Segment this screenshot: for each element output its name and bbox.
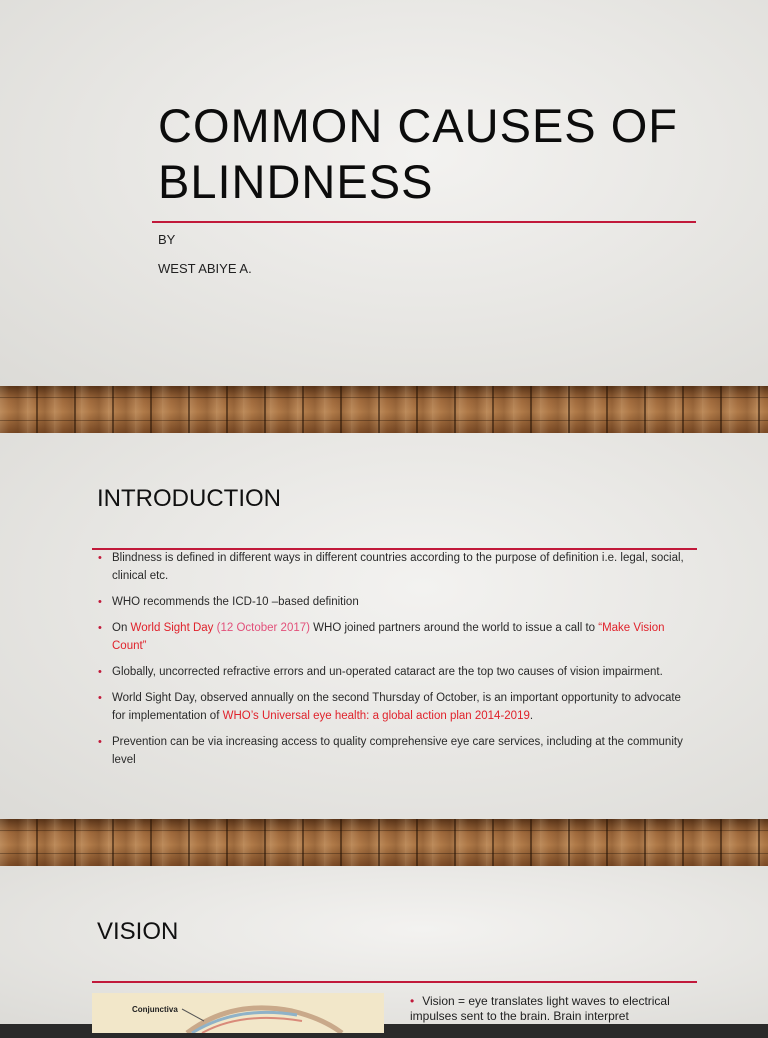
introduction-heading: INTRODUCTION xyxy=(97,485,281,512)
slide-title xyxy=(0,0,768,386)
title-divider xyxy=(152,221,696,223)
slide-title-heading xyxy=(158,98,678,210)
eye-diagram xyxy=(92,993,384,1033)
by-label: BY xyxy=(158,232,176,247)
slide-introduction xyxy=(0,433,768,819)
bullet-dot: • xyxy=(410,994,415,1008)
date-link[interactable]: (12 October 2017) xyxy=(213,622,310,634)
author-name: WEST ABIYE A. xyxy=(158,261,252,276)
wood-floor-divider-1 xyxy=(0,386,768,433)
world-sight-day-link[interactable]: World Sight Day xyxy=(130,622,214,634)
introduction-bullet-list xyxy=(98,549,688,777)
list-item: • Globally, uncorrected refractive errors and un-operated cataract are the top two causes of vision impairment. xyxy=(98,663,688,681)
vision-divider xyxy=(92,981,697,983)
list-item: • Prevention can be via increasing access to quality comprehensive eye care services, including at the community level xyxy=(98,733,688,769)
title-line-1: COMMON CAUSES OF xyxy=(158,99,678,152)
vision-bullet xyxy=(410,994,710,1024)
make-vision-count-link[interactable]: “Make Vision Count” xyxy=(112,622,665,652)
list-item: • On World Sight Day (12 October 2017) WHO joined partners around the world to issue a call to “Make Vision Count” xyxy=(98,619,688,655)
wood-floor-divider-2 xyxy=(0,819,768,866)
list-item: • Blindness is defined in different ways in different countries according to the purpose of definition i.e. legal, social, clinical etc. xyxy=(98,549,688,585)
vision-heading: VISION xyxy=(97,918,179,945)
title-line-2: BLINDNESS xyxy=(158,155,434,208)
conjunctiva-label: Conjunctiva xyxy=(132,1005,178,1014)
list-item: • World Sight Day, observed annually on the second Thursday of October, is an important opportunity to advocate for implementation of WHO’s Universal eye health: a global action plan 2014-2019. xyxy=(98,689,688,725)
list-item: • WHO recommends the ICD-10 –based definition xyxy=(98,593,688,611)
vision-bullet-text: Vision = eye translates light waves to electrical impulses sent to the brain. Brain interpret xyxy=(410,994,670,1023)
action-plan-link[interactable]: WHO’s Universal eye health: a global action plan 2014-2019 xyxy=(222,710,530,722)
